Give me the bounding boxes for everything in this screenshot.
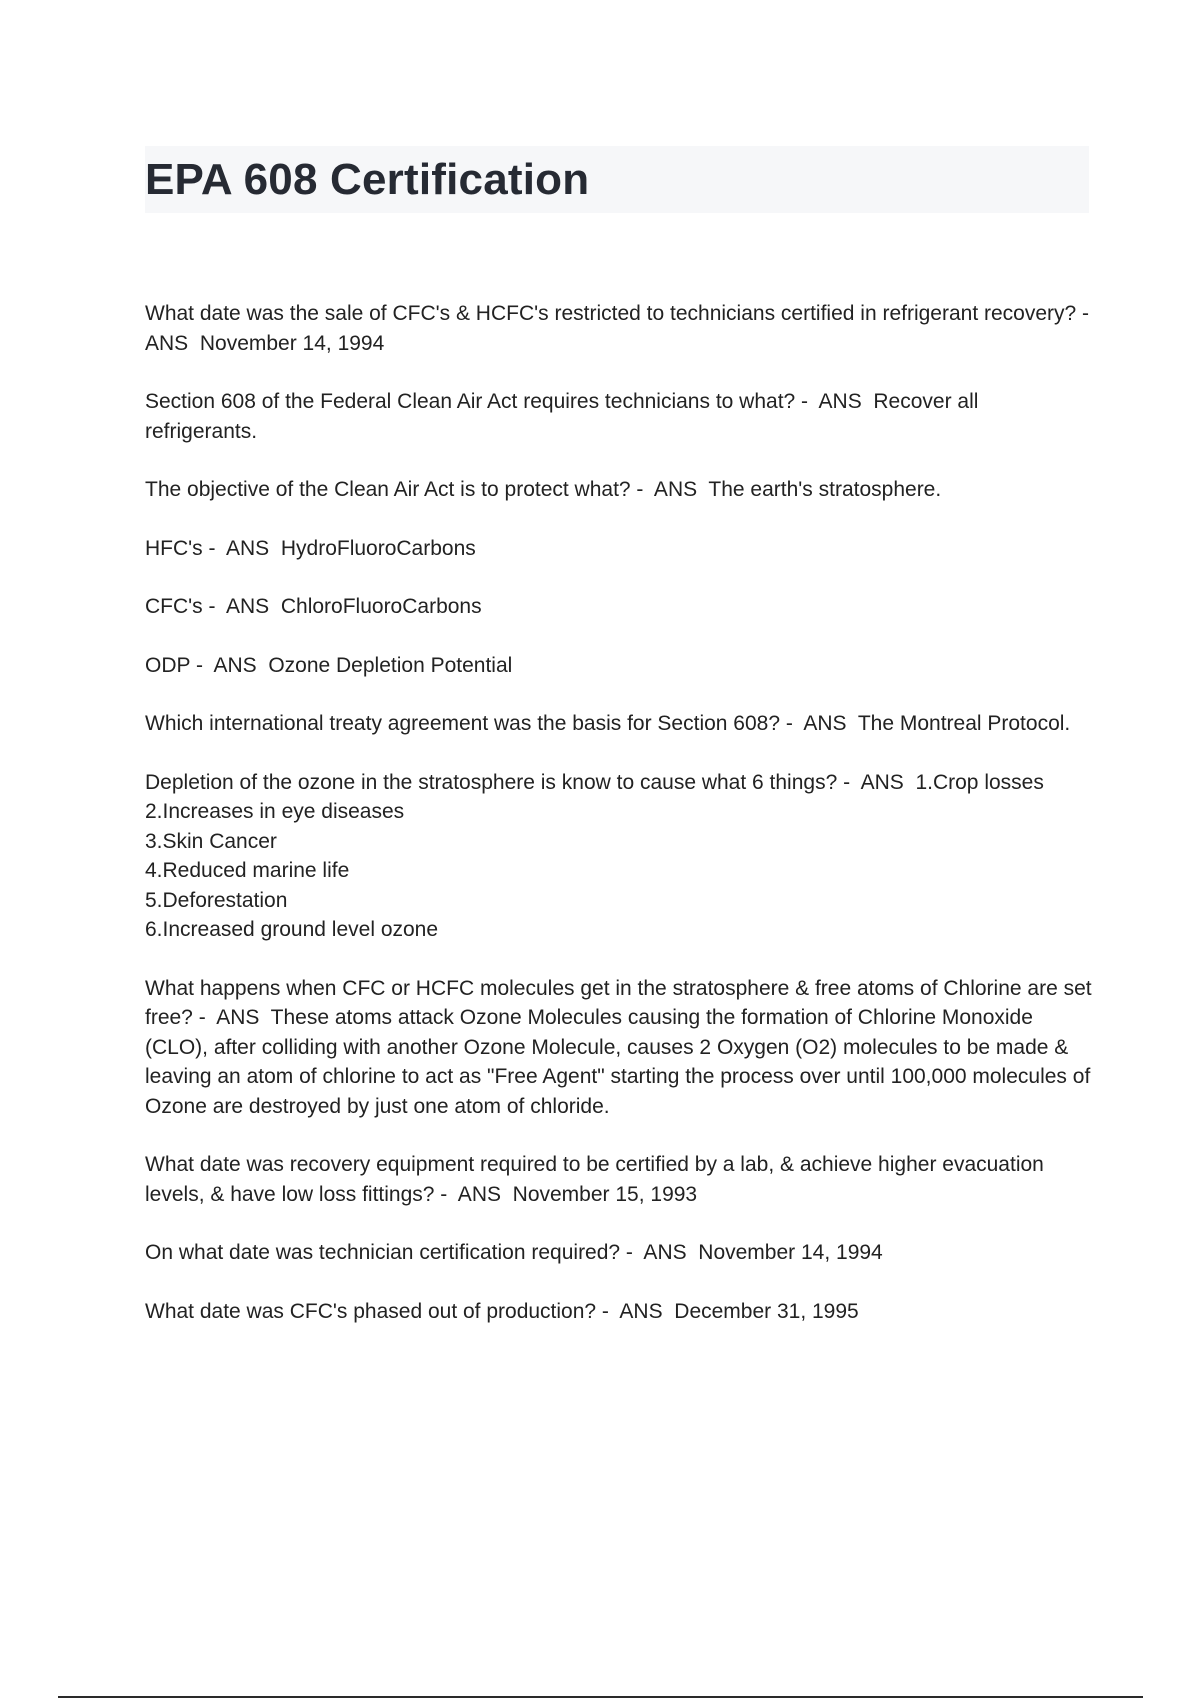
qa-item: Depletion of the ozone in the stratosphere is know to cause what 6 things? - ANS 1.Crop losses 2.Increases in eye diseases 3.Skin Cancer 4.Reduced marine life 5.Deforestation 6.Increased ground level ozone: [145, 770, 1044, 941]
title-band: [145, 146, 1089, 213]
qa-item: CFC's - ANS ChloroFluoroCarbons: [145, 595, 482, 618]
page-bottom-divider: [58, 1696, 1143, 1698]
qa-item: Section 608 of the Federal Clean Air Act requires technicians to what? - ANS Recover all refrigerants.: [145, 390, 985, 443]
qa-item: Which international treaty agreement was the basis for Section 608? - ANS The Montreal Protocol.: [145, 712, 1071, 735]
qa-item: What happens when CFC or HCFC molecules get in the stratosphere & free atoms of Chlorine are set free? - ANS These atoms attack Ozone Molecules causing the formation of Chlorine Monoxide (CLO), after colliding with another Ozone Molecule, causes 2 Oxygen (O2) molecules to be made & leaving an atom of chlorine to act as "Free Agent" starting the process over until 100,000 molecules of Ozone are destroyed by just one atom of chloride.: [145, 976, 1098, 1118]
qa-item: What date was the sale of CFC's & HCFC's restricted to technicians certified in refrigerant recovery? - ANS November 14, 1994: [145, 302, 1100, 355]
qa-item: ODP - ANS Ozone Depletion Potential: [145, 653, 513, 677]
qa-item: What date was recovery equipment required to be certified by a lab, & achieve higher evacuation levels, & have low loss fittings? - ANS November 15, 1993: [145, 1153, 1050, 1206]
page-title: EPA 608 Certification: [145, 155, 590, 204]
qa-item: HFC's - ANS HydroFluoroCarbons: [145, 536, 476, 560]
qa-item: What date was CFC's phased out of production? - ANS December 31, 1995: [145, 1299, 859, 1323]
qa-list: [145, 299, 1100, 1355]
qa-item: On what date was technician certification required? - ANS November 14, 1994: [145, 1241, 883, 1264]
qa-item: The objective of the Clean Air Act is to protect what? - ANS The earth's stratosphere.: [145, 478, 942, 501]
